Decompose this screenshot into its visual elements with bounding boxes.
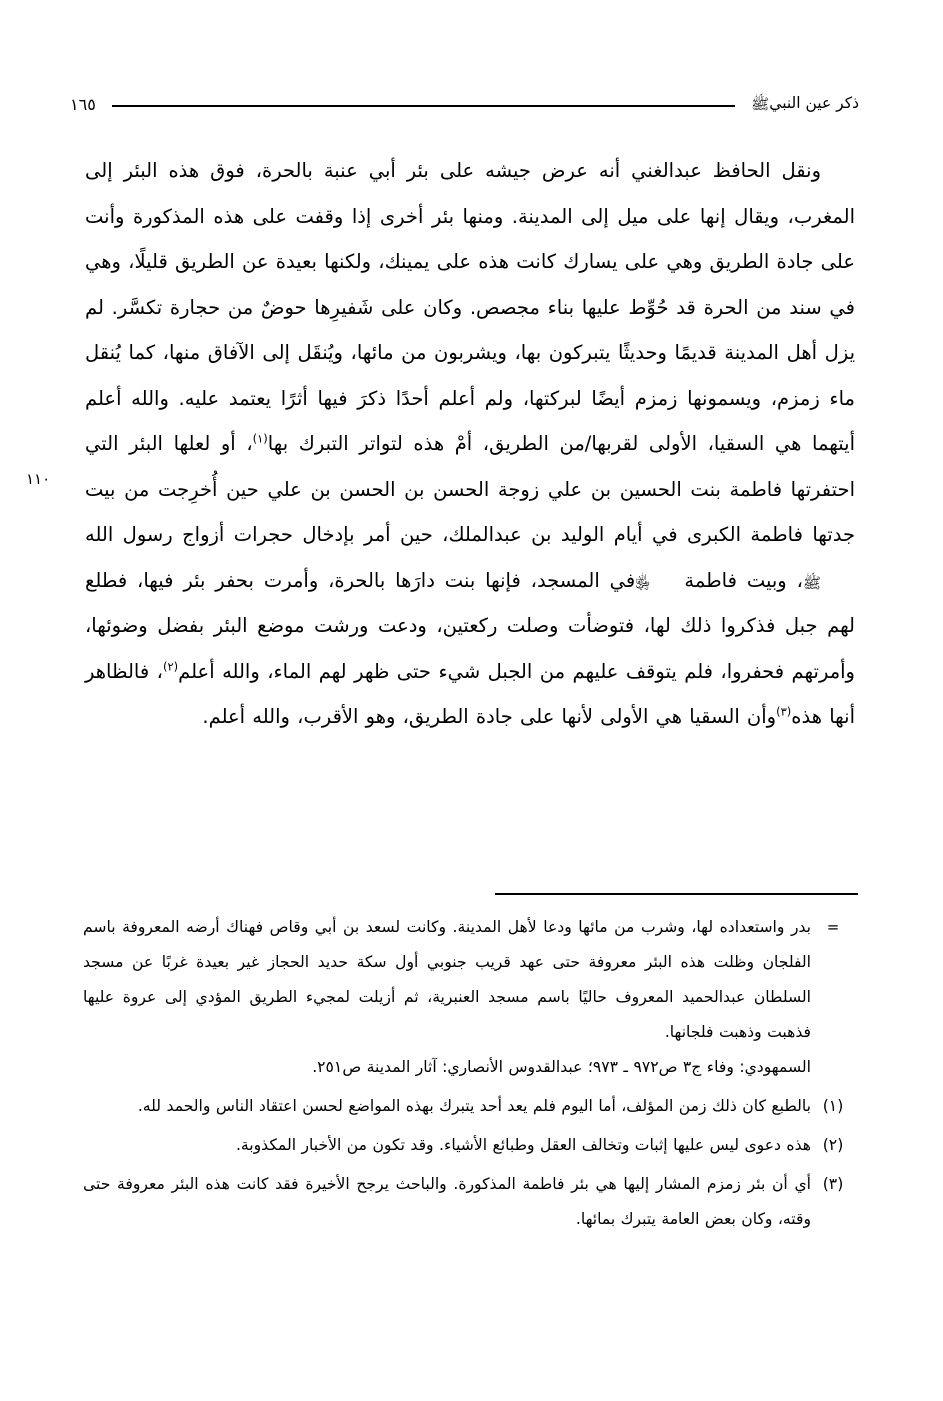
body-text-part-3: ، وبيت فاطمة	[684, 568, 803, 592]
footnote-ref-2[interactable]: (٢)	[162, 659, 179, 673]
footnote-marker-1: (١)	[822, 1097, 844, 1115]
header-title: ذكر عين النبيﷺ	[751, 94, 859, 114]
footnote-body	[83, 1167, 811, 1237]
body-text-part-4: في المسجد، فإنها بنت دارَها بالحرة، وأمرت بحفر بئر فيها، فطلع لهم جبل فذكروا ذلك لها، فتوضأت وصلت ركعتين، ودعت ورشت موضع البئر بفضل وضوئها، وأمرتهم فحفروا، فلم يتوقف عليهم من الجبل شيء حتى ظهر لهم الماء، والله أعلم	[85, 568, 855, 683]
footnote-body	[83, 1128, 811, 1163]
running-header	[70, 88, 859, 122]
footnote-marker-continuation: =	[826, 918, 840, 936]
footnote-block	[83, 910, 855, 1241]
footnote-text: بالطبع كان ذلك زمن المؤلف، أما اليوم فلم يعد أحد يتبرك بهذه المواضع لحسن اعتقاد الناس والحمد لله.	[137, 1097, 811, 1115]
radiya-allahu-anha-icon: ﵂	[635, 573, 651, 592]
body-text-part-1: ونقل الحافظ عبدالغني أنه عرض جيشه على بئر أبي عنبة بالحرة، فوق هذه البئر إلى المغرب، ويقال إنها على ميل إلى المدينة. ومنها بئر أخرى إذا وقفت على هذه المذكورة وأنت على جادة الطريق وهي على يسارك كانت هذه على يمينك، ولكنها بعيدة عن الطريق قليلًا، وهي في سند من الحرة قد حُوِّط عليها بناء مجصص. وكان على شَفيرِها حوضٌ من حجارة تكسَّر. لم يزل أهل المدينة قديمًا وحديثًا يتبركون بها، ويشربون من مائها، ويُنقَل إلى الآفاق منها، كما يُنقل ماء زمزم، ويسمونها زمزم أيضًا لبركتها، ولم أعلم أحدًا ذكرَ فيها أثرًا يعتمد عليه. والله أعلم أيتهما هي السقيا، الأولى لقربها/من الطريق، أمْ هذه لتواتر التبرك بها	[85, 159, 855, 455]
body-text-part-5: ، فالظاهر أنها هذه	[85, 659, 855, 728]
footnote-item-1	[83, 1089, 855, 1124]
margin-reference-number: ١١٠	[26, 470, 51, 488]
footnote-item-2	[83, 1128, 855, 1163]
footnote-marker-3: (٣)	[822, 1175, 844, 1193]
footnote-body	[83, 1089, 811, 1124]
footnote-ref-3[interactable]: (٣)	[776, 704, 792, 719]
salla-allahu-alayhi-wasallam-icon: ﷺ	[751, 95, 770, 114]
body-paragraph	[85, 148, 855, 740]
footnote-citation: السمهودي: وفاء ج٣ ص٩٧٢ ـ ٩٧٣؛ عبدالقدوس الأنصاري: آثار المدينة ص٢٥١.	[312, 1058, 811, 1076]
footnote-separator	[495, 893, 858, 895]
page-number: ١٦٥	[70, 95, 96, 114]
footnote-item-3	[83, 1167, 855, 1237]
footnote-marker-2: (٢)	[822, 1136, 844, 1154]
footnote-body	[83, 910, 811, 1085]
footnote-text: هذه دعوى ليس عليها إثبات وتخالف العقل وطبائع الأشياء. وقد تكون من الأخبار المكذوبة.	[235, 1136, 811, 1154]
body-text-part-6: وأن السقيا هي الأولى لأنها على جادة الطريق، وهو الأقرب، والله أعلم.	[202, 705, 777, 728]
footnote-text: بدر واستعداده لها، وشرب من مائها ودعا لأهل المدينة. وكانت لسعد بن أبي وقاص فهناك أرضه المعروفة باسم الفلجان وظلت هذه البئر معروفة حتى عهد قريب جنوبي أول سكة حديد الحجاز غير بعيدة غربًا عن مسجد السلطان عبدالحميد المعروف حاليًا باسم مسجد العنبرية، ثم أزيلت لمجيء الطريق المؤدي إلى عروة عليها فذهبت وذهبت فلجانها.	[83, 918, 811, 1041]
footnote-text: أي أن بئر زمزم المشار إليها هي بئر فاطمة المذكورة. والباحث يرجح الأخيرة فقد كانت هذه البئر معروفة حتى وقته، وكان بعض العامة يتبرك بمائها.	[83, 1175, 811, 1228]
footnote-continuation	[83, 910, 855, 1085]
header-divider	[112, 105, 735, 107]
main-text-block	[85, 148, 855, 740]
body-text-part-2: ، أو لعلها البئر التي احتفرتها فاطمة بنت الحسين بن علي زوجة الحسن بن الحسن بن علي حين أُخرِجت من بيت جدتها فاطمة الكبرى في أيام الوليد بن عبدالملك، حين أمر بإدخال حجرات أزواج رسول الله	[85, 432, 855, 546]
footnote-ref-1[interactable]: (١)	[252, 431, 268, 446]
salla-allahu-alayhi-wasallam-icon: ﷺ	[802, 573, 821, 592]
